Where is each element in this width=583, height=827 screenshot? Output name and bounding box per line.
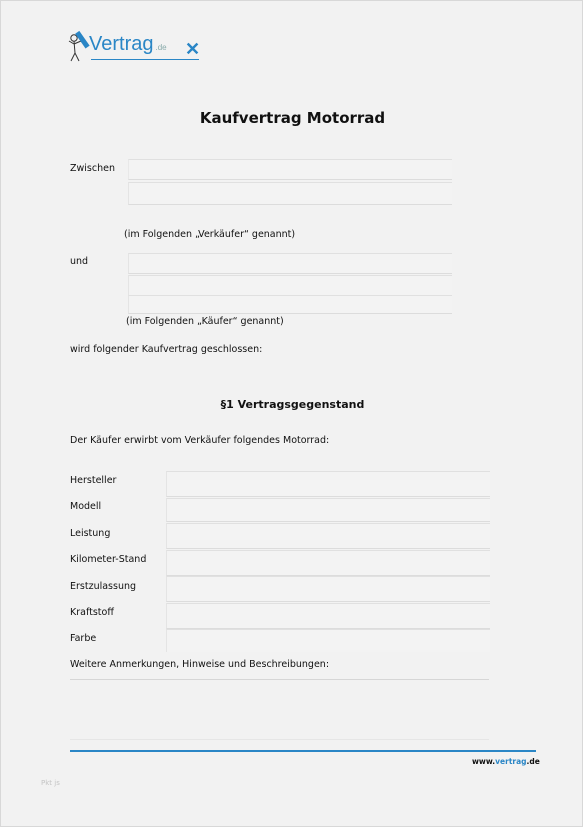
field-label-farbe: Farbe [70,633,97,644]
logo-suffix: .de [155,43,167,52]
footer-separator [70,739,489,740]
footer-accent-line [70,750,536,752]
section1-intro: Der Käufer erwirbt vom Verkäufer folgendes Motorrad: [70,435,330,446]
erstzulassung-field[interactable] [166,576,490,602]
remarks-line[interactable] [70,679,489,680]
field-label-hersteller: Hersteller [70,475,117,486]
logo-wordmark [89,33,167,56]
seller-address-field[interactable] [128,182,452,205]
kilometer-stand-field[interactable] [166,550,490,576]
logo-name: Vertrag [89,33,154,55]
pencil-figure-icon [67,29,91,63]
buyer-city-field[interactable] [128,295,452,314]
document-title: Kaufvertrag Motorrad [199,109,386,127]
field-label-erstzulassung: Erstzulassung [70,581,137,592]
hersteller-field[interactable] [166,471,490,497]
seller-note: (im Folgenden „Verkäufer“ genannt) [124,229,296,240]
footer-url-prefix: www. [472,757,496,766]
farbe-field[interactable] [166,629,490,652]
remarks-label: Weitere Anmerkungen, Hinweise und Beschreibungen: [70,659,330,670]
between-label: Zwischen [70,163,115,174]
field-label-leistung: Leistung [70,528,111,539]
buyer-address-field[interactable] [128,275,452,296]
field-label-kilometer-stand: Kilometer-Stand [70,554,147,565]
footer-url-brand: vertrag [495,757,527,766]
leistung-field[interactable] [166,523,490,549]
and-label: und [70,256,89,267]
footer-url[interactable] [472,757,540,766]
footer-url-suffix: .de [526,757,540,766]
logo-x-icon: ✕ [185,39,201,59]
kraftstoff-field[interactable] [166,603,490,629]
section1-heading: §1 Vertragsgegenstand [220,398,365,411]
logo-underline [91,59,199,60]
field-label-modell: Modell [70,501,102,512]
modell-field[interactable] [166,498,490,522]
buyer-note: (im Folgenden „Käufer“ genannt) [126,316,284,327]
vertrag-logo[interactable] [67,29,207,65]
buyer-name-field[interactable] [128,253,452,274]
field-label-kraftstoff: Kraftstoff [70,607,114,618]
seller-name-field[interactable] [128,159,452,180]
watermark: Pkt js [41,779,60,787]
contract-concluded-text: wird folgender Kaufvertrag geschlossen: [70,344,263,355]
